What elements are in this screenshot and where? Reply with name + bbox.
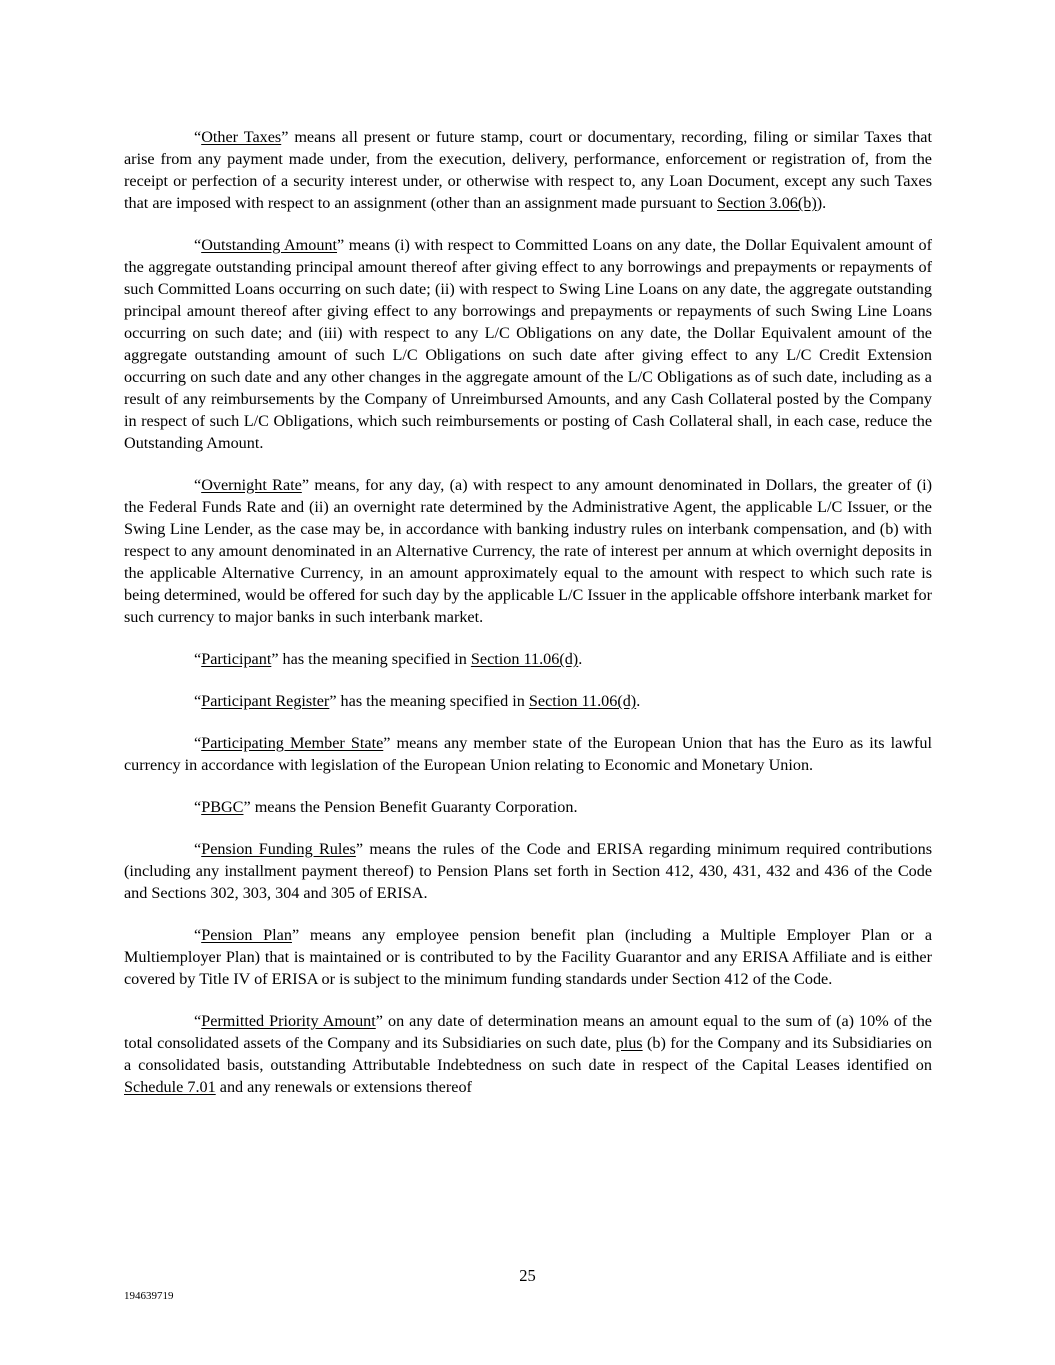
emphasis-term: plus	[615, 1034, 643, 1052]
section-reference: Section 11.06(d)	[528, 692, 637, 710]
document-id: 194639719	[124, 1290, 174, 1302]
defined-term: PBGC	[201, 798, 244, 816]
defined-term: Participating Member State	[201, 734, 384, 752]
defined-term: Participant	[201, 650, 272, 668]
section-reference: Section 3.06(b)	[716, 194, 817, 212]
defined-term: Permitted Priority Amount	[201, 1012, 376, 1030]
definition-participating-member-state: “Participating Member State” means any member state of the European Union that has the Euro as its lawful currency in accordance with legislation of the European Union relating to Economic and Monetary Union.	[124, 734, 932, 774]
defined-term: Outstanding Amount	[201, 236, 338, 254]
definition-participant: “Participant” has the meaning specified in Section 11.06(d).	[194, 650, 583, 668]
defined-term: Pension Plan	[201, 926, 292, 944]
definition-pension-funding-rules: “Pension Funding Rules” means the rules of the Code and ERISA regarding minimum required contributions (including any installment payment thereof) to Pension Plans set forth in Section 412, 430, 431, 432 and 436 of the Code and Sections 302, 303, 304 and 305 of ERISA.	[124, 840, 932, 902]
defined-term: Participant Register	[201, 692, 330, 710]
definition-outstanding-amount: “Outstanding Amount” means (i) with respect to Committed Loans on any date, the Dollar Equivalent amount of the aggregate outstanding principal amount thereof after giving effect to any borrowings and prepayments or repayments of such Committed Loans occurring on such date; (ii) with respect to Swing Line Loans on any date, the aggregate outstanding principal amount thereof after giving effect to any borrowings and prepayments or repayments of such Swing Line Loans occurring on such date; and (iii) with respect to any L/C Obligations on any date, the Dollar Equivalent amount of the aggregate outstanding amount of such L/C Obligations on such date after giving effect to any L/C Credit Extension occurring on such date and any other changes in the aggregate amount of the L/C Obligations as of such date, including as a result of any reimbursements by the Company of Unreimbursed Amounts, and any Cash Collateral posted by the Company in respect of such L/C Obligations, which such reimbursements or posting of Cash Collateral shall, in each case, reduce the Outstanding Amount.	[124, 236, 932, 452]
definition-pbgc: “PBGC” means the Pension Benefit Guaranty Corporation.	[194, 798, 578, 816]
defined-term: Other Taxes	[201, 128, 282, 146]
section-reference: Section 11.06(d)	[470, 650, 579, 668]
defined-term: Pension Funding Rules	[201, 840, 356, 858]
page-number: 25	[519, 1266, 536, 1285]
defined-term: Overnight Rate	[201, 476, 302, 494]
definition-participant-register: “Participant Register” has the meaning specified in Section 11.06(d).	[194, 692, 641, 710]
definition-pension-plan: “Pension Plan” means any employee pension benefit plan (including a Multiple Employer Plan or a Multiemployer Plan) that is maintained or is contributed to by the Facility Guarantor and any ERISA Affiliate and is either covered by Title IV of ERISA or is subject to the minimum funding standards under Section 412 of the Code.	[124, 926, 933, 988]
definition-permitted-priority-amount: “Permitted Priority Amount” on any date of determination means an amount equal to the sum of (a) 10% of the total consolidated assets of the Company and its Subsidiaries on such date, plus (b) for the Company and its Subsidiaries on a consolidated basis, outstanding Attributable Indebtedness on such date in respect of the Capital Leases identified on Schedule 7.01 and any renewals or extensions thereof	[124, 1012, 932, 1096]
definition-other-taxes: “Other Taxes” means all present or future stamp, court or documentary, recording, filing or similar Taxes that arise from any payment made under, from the execution, delivery, performance, enforcement or registration of, from the receipt or perfection of a security interest under, or otherwise with respect to, any Loan Document, except any such Taxes that are imposed with respect to an assignment (other than an assignment made pursuant to Section 3.06(b)).	[124, 128, 932, 212]
schedule-reference: Schedule 7.01	[124, 1078, 216, 1096]
document-body	[124, 126, 932, 1118]
definition-overnight-rate: “Overnight Rate” means, for any day, (a) with respect to any amount denominated in Dollars, the greater of (i) the Federal Funds Rate and (ii) an overnight rate determined by the Administrative Agent, the applicable L/C Issuer, or the Swing Line Lender, as the case may be, in accordance with banking industry rules on interbank compensation, and (b) with respect to any amount denominated in an Alternative Currency, the rate of interest per annum at which overnight deposits in the applicable Alternative Currency, in an amount approximately equal to the amount with respect to which such rate is being determined, would be offered for such day by the applicable L/C Issuer in the applicable offshore interbank market for such currency to major banks in such interbank market.	[124, 476, 932, 626]
